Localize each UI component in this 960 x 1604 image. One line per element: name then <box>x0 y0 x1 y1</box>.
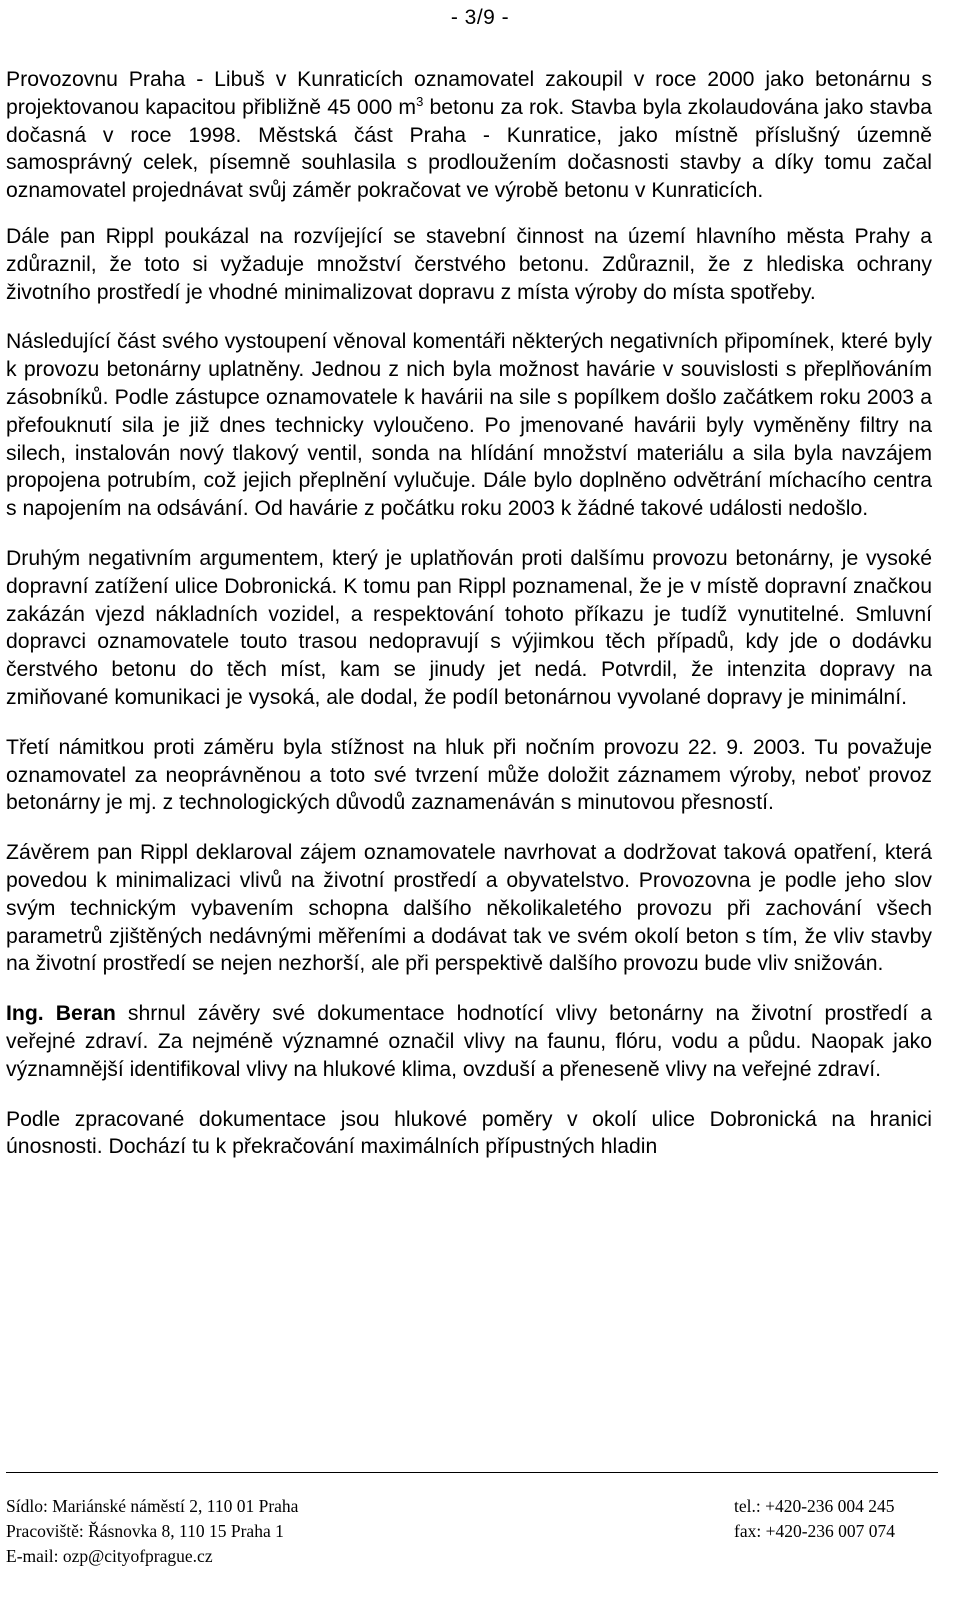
footer-contact-left <box>6 1494 298 1569</box>
footer-email: E-mail: ozp@cityofprague.cz <box>6 1546 213 1566</box>
footer-workplace: Pracoviště: Řásnovka 8, 110 15 Praha 1 <box>6 1521 284 1541</box>
superscript-3: 3 <box>416 93 424 109</box>
paragraph-7-text: shrnul závěry své dokumentace hodnotící vlivy betonárny na životní prostředí a veřejné zdraví. Za nejméně významné označil vlivy na faunu, flóru, vodu a půdu. Naopak jako významnější identifikoval vlivy na hlukové klima, ovzduší a přeneseně vlivy na veřejné zdraví. <box>6 1002 932 1081</box>
paragraph-5: Třetí námitkou proti záměru byla stížnost na hluk při nočním provozu 22. 9. 2003. Tu považuje oznamovatel za neoprávněnou a toto své tvrzení může doložit záznamem výroby, neboť provoz betonárny je mj. z technologických důvodů zaznamenáván s minutovou přesností. <box>6 735 932 815</box>
paragraph-8: Podle zpracované dokumentace jsou hlukové poměry v okolí ulice Dobronická na hranici únosnosti. Dochází tu k překračování maximálních přípustných hladin <box>6 1107 932 1159</box>
document-body <box>6 66 932 1183</box>
speaker-name: Ing. Beran <box>6 1002 116 1026</box>
paragraph-2: Dále pan Rippl poukázal na rozvíjející se stavební činnost na území hlavního města Prahy a zdůraznil, že toto si vyžaduje množství čerstvého betonu. Zdůraznil, že z hlediska ochrany životního prostředí je vhodné minimalizovat dopravu z místa výroby do místa spotřeby. <box>6 224 932 304</box>
paragraph-1-text-b: betonu za rok. Stavba byla zkolaudována jako stavba dočasná v roce 1998. Městská část Praha - Kunratice, jako místně příslušný územně samosprávný celek, písemně souhlasila s prodloužením dočasnosti stavby a díky tomu začal oznamovatel projednávat svůj záměr pokračovat ve výrobě betonu v Kunraticích. <box>6 95 932 203</box>
footer-contact-right <box>734 1494 895 1544</box>
paragraph-4: Druhým negativním argumentem, který je uplatňován proti dalšímu provozu betonárny, je vysoké dopravní zatížení ulice Dobronická. K tomu pan Rippl poznamenal, že je v místě dopravní značkou zakázán vjezd nákladních vozidel, a respektování tohoto příkazu je tudíž vynutitelné. Smluvní dopravci oznamovatele touto trasou nedopravují s výjimkou těch případů, kdy jde o dodávku čerstvého betonu do těch míst, kam se jinudy jet nedá. Potvrdil, že intenzita dopravy na zmiňované komunikaci je vysoká, ale dodal, že podíl betonárnou vyvolané dopravy je minimální. <box>6 546 932 709</box>
paragraph-7 <box>6 1000 932 1083</box>
page-number: - 3/9 - <box>450 6 510 29</box>
paragraph-3: Následující část svého vystoupení věnoval komentáři některých negativních připomínek, které byly k provozu betonárny uplatněny. Jednou z nich byla možnost havárie v souvislosti s přeplňováním zásobníků. Podle zástupce oznamovatele k havárii na sile s popílkem došlo začátkem roku 2003 a přefouknutí sila je již dnes technicky vyloučeno. Po jmenované havárii byly vyměněny filtry na silech, instalován nový tlakový ventil, sonda na hlídání množství materiálu a sila byla navzájem propojena potrubím, což jejich přeplnění vylučuje. Dále bylo doplněno odvětrání míchacího centra s napojením na odsávání. Od havárie z počátku roku 2003 k žádné takové události nedošlo. <box>6 330 932 521</box>
paragraph-1 <box>6 66 932 205</box>
footer <box>6 1494 938 1604</box>
footer-fax: fax: +420-236 007 074 <box>734 1521 896 1541</box>
footer-phone: tel.: +420-236 004 245 <box>734 1496 895 1516</box>
footer-address: Sídlo: Mariánské náměstí 2, 110 01 Praha <box>6 1496 299 1516</box>
footer-divider <box>6 1472 938 1473</box>
paragraph-6: Závěrem pan Rippl deklaroval zájem oznamovatele navrhovat a dodržovat taková opatření, která povedou k minimalizaci vlivů na životní prostředí a obyvatelstvo. Provozovna je podle jeho slov svým technickým vybavením schopna dalšího několikaletého provozu při zachování všech parametrů zjištěných nedávnými měřeními a dodávat tak ve svém okolí beton s tím, že vliv stavby na životní prostředí se nejen nezhorší, ale při perspektivě dalšího provozu bude vliv snižován. <box>6 841 932 976</box>
paragraph-1-text-a: Provozovnu Praha - Libuš v Kunraticích oznamovatel zakoupil v roce 2000 jako betonárnu s projektovanou kapacitou přibližně 45 000 m <box>6 68 932 119</box>
